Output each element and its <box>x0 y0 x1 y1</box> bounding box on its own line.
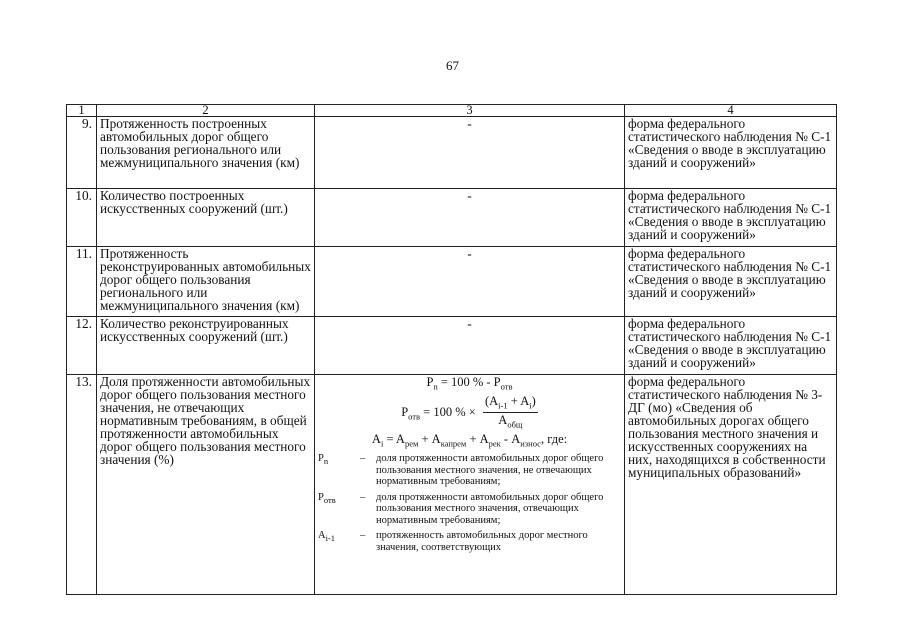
legend-item: $A_{i-1}$ – протяженность автомобильных дорог местного значения, соответствующих <box>318 530 588 553</box>
row-number: 9. <box>67 117 97 189</box>
header-cell: 3 <box>315 105 625 117</box>
table-row <box>67 189 837 247</box>
data-source: форма федерального статистического наблюдения № С-1 «Сведения о вводе в эксплуатацию зданий и сооружений» <box>625 117 837 189</box>
header-cell: 1 <box>67 105 97 117</box>
formula-legend <box>318 453 621 553</box>
indicator-name: Протяженность реконструированных автомобильных дорог общего пользования регионального или межмуниципального значения (км) <box>97 247 315 317</box>
formula-fraction: $\frac{(A_{i-1} + A_i)}{A_{общ}}$ <box>484 393 536 430</box>
row-number: 10. <box>67 189 97 247</box>
calculation-method: - <box>315 189 625 247</box>
row-number: 11. <box>67 247 97 317</box>
data-source: форма федерального статистического наблюдения № С-1 «Сведения о вводе в эксплуатацию зданий и сооружений» <box>625 247 837 317</box>
header-cell: 4 <box>625 105 837 117</box>
row-number: 12. <box>67 317 97 375</box>
calculation-method: - <box>315 247 625 317</box>
formula-ai: $A_i = A_{рем} + A_{капрем} + A_{рек} - A_{износ}$, где: <box>371 431 568 448</box>
table-row <box>67 247 837 317</box>
indicator-name: Количество построенных искусственных сооружений (шт.) <box>97 189 315 247</box>
row-number: 13. <box>67 375 97 595</box>
page-number: 67 <box>446 58 459 73</box>
table-row <box>67 375 837 595</box>
calculation-method: - <box>315 117 625 189</box>
table-row <box>67 117 837 189</box>
formula-pn: $P_n = 100$ % - $P_{отв}$ <box>426 375 513 392</box>
table-row <box>67 317 837 375</box>
legend-item: $P_n$ – доля протяженности автомобильных дорог общего пользования местного значения, не отвечающих нормативным требованиям; <box>318 453 604 487</box>
table-header-row <box>67 105 837 117</box>
indicator-name: Доля протяженности автомобильных дорог общего пользования местного значения, не отвечающих нормативным требованиям, в общей протяженности автомобильных дорог общего пользования местного значения (%) <box>97 375 315 595</box>
indicator-table <box>66 104 837 595</box>
calculation-method <box>315 375 625 595</box>
data-source: форма федерального статистического наблюдения № С-1 «Сведения о вводе в эксплуатацию зданий и сооружений» <box>625 189 837 247</box>
calculation-method: - <box>315 317 625 375</box>
indicator-name: Количество реконструированных искусственных сооружений (шт.) <box>97 317 315 375</box>
data-source: форма федерального статистического наблюдения № С-1 «Сведения о вводе в эксплуатацию зданий и сооружений» <box>625 317 837 375</box>
legend-item: $P_{отв}$ – доля протяженности автомобильных дорог общего пользования местного значения, отвечающих нормативным требованиям; <box>318 491 604 526</box>
formula-potv: $P_{отв} = 100$ % × $\frac{(A_{i-1} + A_i)}{A_{общ}}$ <box>401 393 536 430</box>
indicator-name: Протяженность построенных автомобильных дорог общего пользования регионального или межмуниципального значения (км) <box>97 117 315 189</box>
data-source: форма федерального статистического наблюдения № 3-ДГ (мо) «Сведения об автомобильных дорогах общего пользования местного значения и искусственных сооружениях на них, находящихся в собственности муниципальных образований» <box>625 375 837 595</box>
header-cell: 2 <box>97 105 315 117</box>
